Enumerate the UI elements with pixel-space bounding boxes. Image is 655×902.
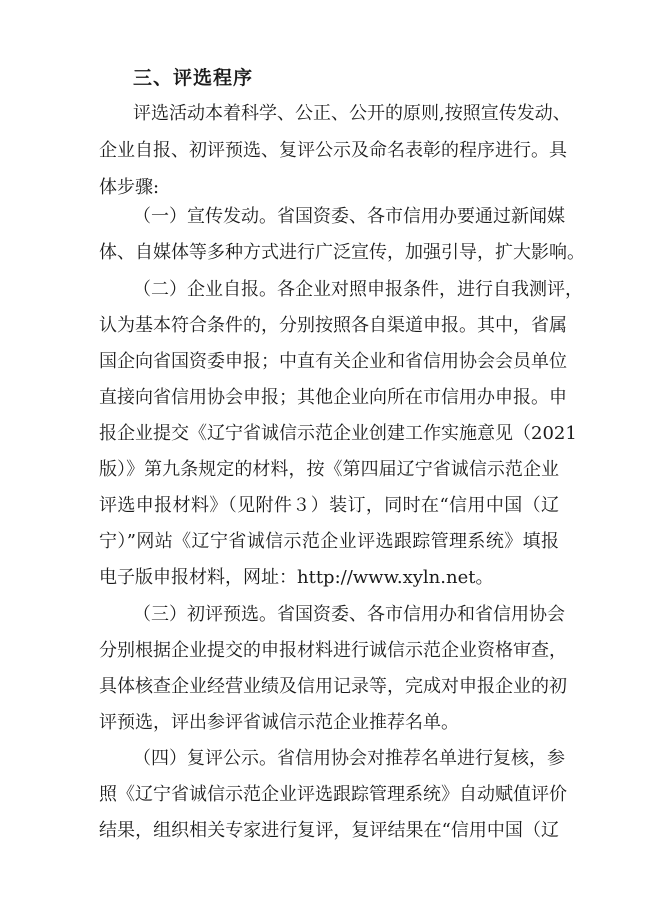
paragraph-line: 评选申报材料》（见附件３）装订，同时在“信用中国（辽: [99, 495, 559, 516]
paragraph-line: （三）初评预选。省国资委、各市信用办和省信用协会: [133, 604, 565, 625]
paragraph-line: 认为基本符合条件的，分别按照各自渠道申报。其中，省属: [99, 315, 567, 336]
paragraph-line: （一）宣传发动。省国资委、各市信用办要通过新闻媒: [133, 206, 565, 227]
paragraph-line: 电子版申报材料，网址：http://www.xyln.net。: [99, 567, 494, 588]
paragraph-line: 评选活动本着科学、公正、公开的原则,按照宣传发动、: [133, 103, 571, 124]
paragraph-line: 具体核查企业经营业绩及信用记录等，完成对申报企业的初: [99, 676, 567, 697]
paragraph-line: 分别根据企业提交的申报材料进行诚信示范企业资格审查，: [99, 640, 567, 661]
paragraph-line: 结果，组织相关专家进行复评，复评结果在“信用中国（辽: [99, 820, 559, 841]
paragraph-line: 评预选，评出参评省诚信示范企业推荐名单。: [99, 712, 459, 733]
paragraph-line: 国企向省国资委申报；中直有关企业和省信用协会会员单位: [99, 351, 567, 372]
paragraph-line: 报企业提交《辽宁省诚信示范企业创建工作实施意见（2021: [99, 423, 577, 444]
paragraph-line: （二）企业自报。各企业对照申报条件，进行自我测评，: [133, 279, 583, 300]
paragraph-line: 体、自媒体等多种方式进行广泛宣传，加强引导，扩大影响。: [99, 242, 585, 263]
section-heading: 三、评选程序: [133, 67, 254, 89]
paragraph-line: （四）复评公示。省信用协会对推荐名单进行复核，参: [133, 748, 565, 769]
paragraph-line: 直接向省信用协会申报；其他企业向所在市信用办申报。申: [99, 387, 567, 408]
paragraph-line: 体步骤:: [99, 177, 160, 198]
paragraph-line: 版）》第九条规定的材料，按《第四届辽宁省诚信示范企业: [99, 459, 559, 480]
paragraph-line: 企业自报、初评预选、复评公示及命名表彰的程序进行。具: [99, 140, 567, 161]
paragraph-line: 宁）”网站《辽宁省诚信示范企业评选跟踪管理系统》填报: [99, 531, 559, 552]
paragraph-line: 照《辽宁省诚信示范企业评选跟踪管理系统》自动赋值评价: [99, 784, 567, 805]
